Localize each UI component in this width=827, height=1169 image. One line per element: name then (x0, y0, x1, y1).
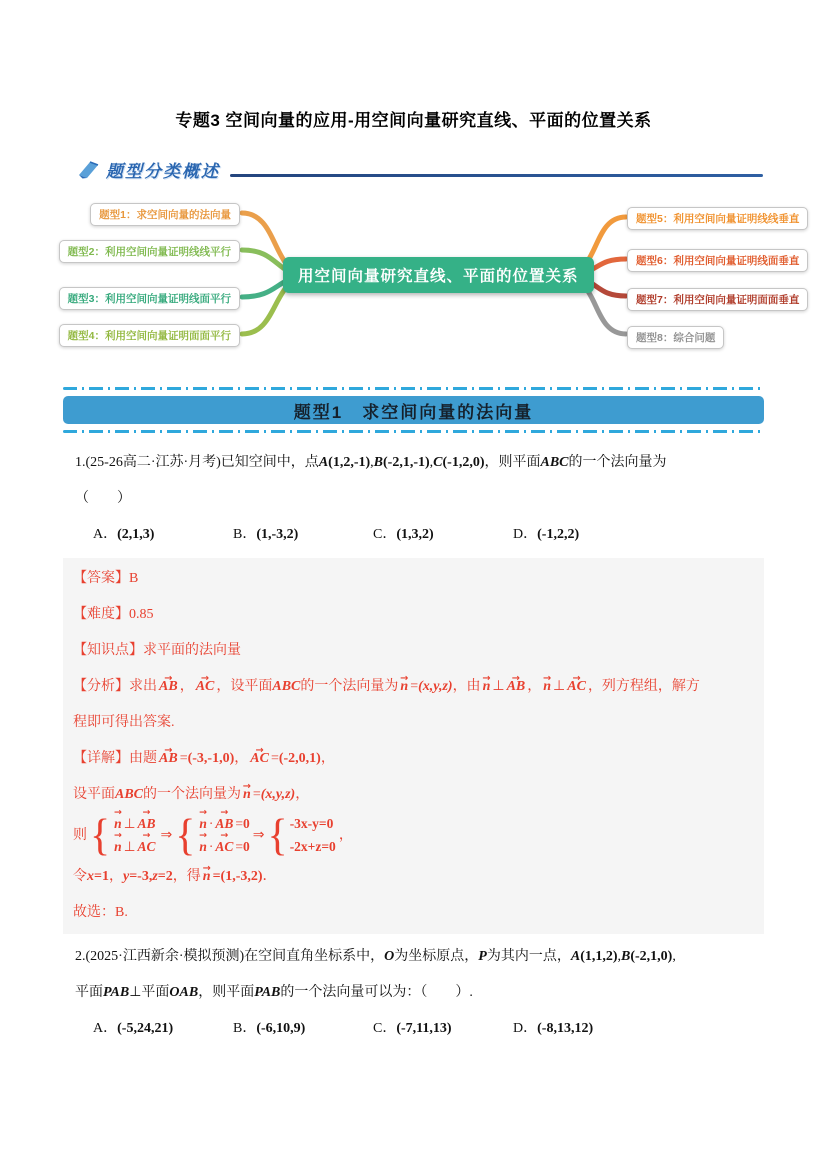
option-value: (-8,13,12) (537, 1020, 594, 1036)
math-value: =2 (157, 868, 173, 884)
math-value: (-2,1,-1) (383, 455, 430, 470)
math-var: x (87, 868, 94, 884)
topic-banner-section (63, 387, 764, 433)
text-line: 平面PAB⊥平面OAB，则平面PAB的一个法向量可以为：（ ）. (75, 984, 473, 1000)
mindmap-node-left-2: 题型2：利用空间向量证明线线平行 (59, 240, 240, 263)
equation-system: { n → · AB → =0 n → · AC → =0 (175, 813, 250, 859)
vector-symbol: n → (198, 836, 208, 859)
answer-option (233, 1011, 373, 1047)
answer-option (93, 1011, 233, 1047)
math-value: (-2,0,1) (278, 751, 321, 766)
math-value: 0 (243, 816, 250, 831)
vector-symbol: AB → (506, 669, 527, 705)
option-label: C． (373, 1020, 397, 1036)
text-line: 【详解】由题 AB → =(-3,-1,0)， AC → =(-2,0,1)， (73, 741, 754, 777)
math-value: =-3, (129, 868, 153, 884)
text-line: 故选：B. (73, 904, 128, 920)
question-2-stem (63, 939, 764, 1011)
dashed-divider-top (63, 387, 764, 390)
math-var: ABC (272, 679, 301, 694)
page-title: 专题3 空间向量的应用-用空间向量研究直线、平面的位置关系 (175, 111, 652, 130)
mindmap-node-left-1: 题型1：求空间向量的法向量 (90, 203, 240, 226)
mindmap-node-right-1: 题型5：利用空间向量证明线线垂直 (627, 207, 808, 230)
math-var: PAB (254, 984, 281, 1000)
vector-symbol: AC → (566, 669, 587, 705)
mindmap-node-right-4: 题型8：综合问题 (627, 326, 724, 349)
vector-symbol: n → (242, 777, 252, 813)
math-var: C (433, 455, 443, 470)
option-value: (2,1,3) (117, 527, 155, 542)
answer-option (373, 1011, 513, 1047)
question-1-stem (63, 445, 764, 517)
math-var: (x,y,z) (260, 787, 296, 802)
vector-symbol: AC → (136, 836, 156, 859)
answer-option (373, 517, 513, 553)
vector-symbol: AB → (158, 741, 179, 777)
vector-symbol: AC → (195, 669, 216, 705)
text-line: 【难度】0.85 (73, 607, 154, 622)
option-label: B． (233, 527, 257, 542)
option-value: (1,-3,2) (256, 527, 299, 542)
brace: { (267, 811, 288, 861)
option-value: (-5,24,21) (117, 1020, 174, 1036)
math-var: P (478, 948, 487, 964)
math-value: (1,2,-1) (328, 455, 371, 470)
option-value: (1,3,2) (396, 527, 434, 542)
option-label: D． (513, 527, 538, 542)
math-value: (-2,1,0) (630, 948, 673, 964)
vector-symbol: AC → (249, 741, 270, 777)
vector-symbol: AB → (136, 813, 156, 836)
option-label: C． (373, 527, 397, 542)
math-var: PAB (103, 984, 130, 1000)
math-var: A (570, 948, 581, 964)
math-var: ABC (115, 787, 144, 802)
math-var: z (152, 868, 158, 884)
equation-system (268, 813, 336, 859)
math-value: (1,1,2) (580, 948, 618, 964)
text-line: 则 { n → ⊥ AB → n → ⊥ AC → ⇒ { n → · AB → =0 n → · AC → =0 ⇒ { -3x-y=0 -2x+z=0 ， (73, 813, 754, 859)
option-label: A． (93, 527, 118, 542)
math-value: (-3,-1,0) (187, 751, 235, 766)
option-label: A． (93, 1020, 118, 1036)
option-value: (-7,11,13) (396, 1020, 452, 1036)
topic-banner: 题型1 求空间向量的法向量 (63, 396, 764, 424)
math-value: -2x+z=0 (289, 838, 336, 854)
vector-symbol: n → (198, 813, 208, 836)
question-1-options (63, 517, 764, 553)
text-line: 【分析】求出 AB → ， AC → ，设平面ABC的一个法向量为 n → =(x,y,z)，由 n → ⊥ AB → ， n → ⊥ AC → ，列方程组，解方 (73, 669, 754, 705)
mindmap-node-left-4: 题型4：利用空间向量证明面面平行 (59, 324, 240, 347)
mindmap-node-right-3: 题型7：利用空间向量证明面面垂直 (627, 288, 808, 311)
math-var: B (621, 948, 631, 964)
mindmap-diagram (0, 196, 827, 371)
mindmap-node-left-3: 题型3：利用空间向量证明线面平行 (59, 287, 240, 310)
brace: { (175, 811, 196, 861)
content (63, 445, 764, 1047)
math-var: (x,y,z) (418, 679, 453, 694)
text-line: 程即可得出答案. (73, 715, 175, 730)
text-line: 【答案】B (73, 571, 139, 586)
question-2-options (63, 1011, 764, 1047)
math-var: B (373, 455, 383, 470)
vector-symbol: AC → (214, 836, 234, 859)
answer-option (513, 1011, 593, 1047)
option-value: (-1,2,2) (537, 527, 580, 542)
text-line: 2.(2025·江西新余·模拟预测)在空间直角坐标系中，O为坐标原点，P为其内一点，A(1,1,2),B(-2,1,0), (75, 948, 676, 964)
vector-symbol: n → (202, 859, 212, 895)
vector-symbol: AB → (214, 813, 234, 836)
vector-symbol: n → (113, 813, 123, 836)
answer-option (233, 517, 373, 553)
math-value: -3x-y=0 (289, 816, 334, 831)
math-var: OAB (169, 984, 199, 1000)
mindmap-node-right-2: 题型6：利用空间向量证明线面垂直 (627, 249, 808, 272)
mindmap-root-node: 用空间向量研究直线、平面的位置关系 (283, 257, 594, 293)
question-1-answer (63, 558, 764, 934)
equation-system: { n → ⊥ AB → n → ⊥ AC → (90, 813, 157, 859)
text-line: 令x=1，y=-3,z=2，得 n → =(1,-3,2)． (73, 859, 754, 895)
option-value: (-6,10,9) (256, 1020, 306, 1036)
vector-symbol: n → (482, 669, 492, 705)
math-var: A (318, 455, 329, 470)
math-var: ABC (540, 455, 569, 470)
brace: { (90, 811, 111, 861)
answer-option (93, 517, 233, 553)
text-line: 【知识点】求平面的法向量 (73, 643, 241, 658)
vector-symbol: n → (542, 669, 552, 705)
math-value: (-1,2,0) (442, 455, 485, 470)
answer-option (513, 517, 579, 553)
vector-symbol: AB → (158, 669, 179, 705)
math-value: =1 (94, 868, 109, 884)
option-label: D． (513, 1020, 538, 1036)
math-var: y (122, 868, 130, 884)
dashed-divider-bottom (63, 430, 764, 433)
vector-symbol: n → (399, 669, 409, 705)
notebook-pen-icon (76, 159, 100, 181)
math-value: 0 (243, 838, 250, 854)
section-underline (230, 174, 763, 177)
vector-symbol: n → (113, 836, 123, 859)
section-header (76, 157, 763, 182)
math-var: O (384, 948, 395, 964)
section-title: 题型分类概述 (106, 162, 220, 181)
math-value: =(1,-3,2) (212, 868, 263, 884)
text-line: 1.(25-26高二·江苏·月考)已知空间中，点A(1,2,-1),B(-2,1,-1),C(-1,2,0)，则平面ABC的一个法向量为 (75, 455, 667, 470)
option-label: B． (233, 1020, 257, 1036)
text-line: 设平面ABC的一个法向量为 n → =(x,y,z)， (73, 777, 754, 813)
text-line: （ ） (75, 491, 131, 506)
